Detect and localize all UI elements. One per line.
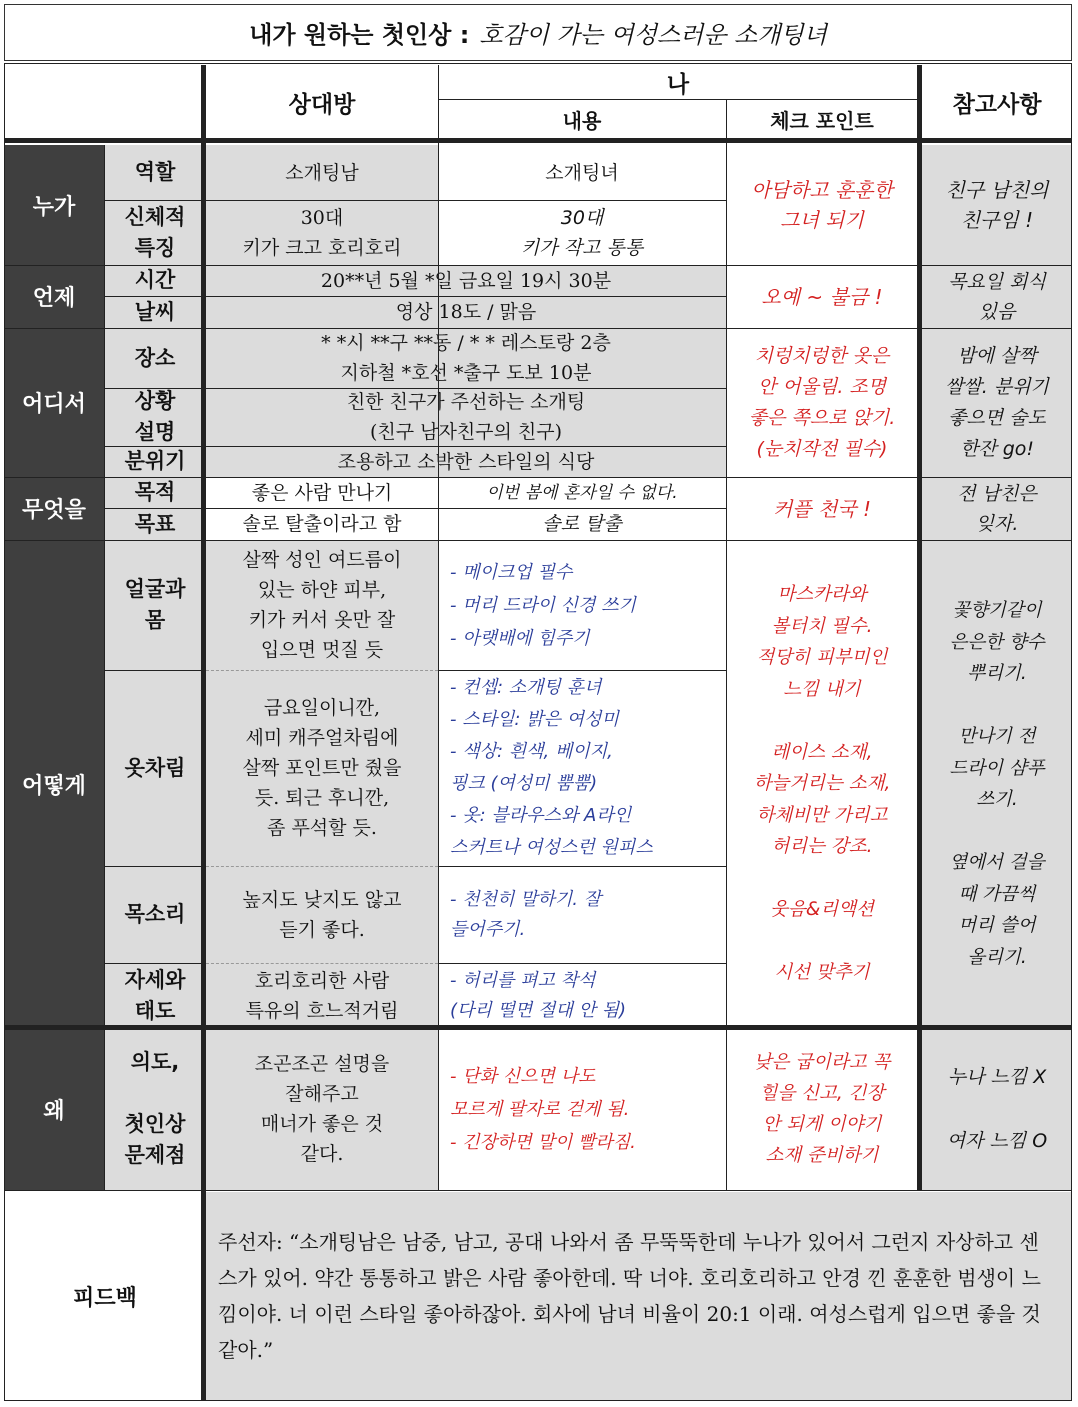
header-content: 내용 [562, 108, 602, 133]
line [104, 670, 206, 671]
cell-place: * *시 **구 **동 / * * 레스토랑 2층 지하철 *호선 *출구 도보 10분 [321, 332, 611, 384]
line [4, 1025, 1072, 1030]
label-posture: 자세와 태도 [124, 967, 186, 1023]
cell-goal-me: 솔로 탈출 [542, 513, 622, 535]
cell-where-note: 밤에 살짝 쌀쌀. 분위기 좋으면 술도 한잔 go! [945, 344, 1049, 460]
line [438, 99, 918, 100]
line [917, 65, 922, 1190]
section-how: 어떻게 [4, 540, 104, 1028]
cell-when-note: 목요일 회식 있음 [948, 270, 1046, 323]
label-outfit: 옷차림 [124, 755, 186, 780]
label-voice: 목소리 [124, 902, 186, 926]
cell-physical-me: 30대 키가 작고 통통 [520, 206, 644, 259]
cell-how-check: 마스카라와 볼터치 필수. 적당히 피부미인 느낌 내기 레이스 소재, 하늘거리는 소재, 하체비만 가리고 허리는 강조. 웃음&리액션 시선 맞추기 [753, 584, 891, 984]
cell-outfit-counterpart: 금요일이니깐, 세미 캐주얼차림에 살짝 포인트만 줬을 듯. 퇴근 후니깐, 좀 푸석할 듯. [242, 697, 402, 839]
line [4, 63, 1072, 64]
cell-what-check: 커플 천국 ! [772, 496, 871, 521]
cell-who-check: 아담하고 훈훈한 그녀 되기 [751, 178, 893, 232]
label-goal: 목표 [134, 511, 176, 536]
cell-physical-counterpart: 30대 키가 크고 호리호리 [242, 206, 402, 259]
page-title [4, 4, 1072, 61]
cell-why-me: - 단화 신으면 나도 모르게 팔자로 걷게 됨. - 긴장하면 말이 빨라짐. [450, 1065, 636, 1153]
line [104, 508, 726, 509]
cell-purpose-me: 이번 봄에 혼자일 수 없다. [486, 482, 678, 503]
cell-voice-me: - 천천히 말하기. 잘 들어주기. [450, 888, 602, 940]
section-what: 무엇을 [4, 477, 104, 540]
cell-face-counterpart: 살짝 성인 여드름이 있는 하얀 피부, 키가 커서 옷만 잘 입으면 멋질 듯 [242, 549, 402, 661]
label-time: 시간 [134, 268, 176, 292]
cell-how-note: 꽃향기같이 은은한 향수 뿌리기. 만나기 전 드라이 샴푸 쓰기. 옆에서 걸을 때 가끔씩 머리 쓸어 올리기. [949, 600, 1045, 968]
label-atmosphere: 분위기 [124, 449, 186, 473]
line [104, 200, 726, 201]
header-counterpart: 상대방 [288, 92, 356, 118]
line [104, 145, 105, 1190]
header-checkpoint: 체크 포인트 [770, 108, 874, 133]
label-physical: 신체적 특징 [124, 204, 186, 260]
header-me: 나 [666, 71, 690, 98]
cell-voice-counterpart: 높지도 낮지도 않고 듣기 좋다. [242, 888, 402, 941]
line [206, 963, 438, 964]
line [4, 265, 1072, 266]
cell-face-me: - 메이크업 필수 - 머리 드라이 신경 쓰기 - 아랫배에 힘주기 [450, 561, 636, 649]
cell-when-check: 오예 ~ 불금 ! [761, 284, 883, 309]
cell-why-check: 낮은 굽이라고 꼭 힐을 신고, 긴장 안 되게 이야기 소재 준비하기 [753, 1052, 891, 1166]
line [4, 63, 5, 1401]
cell-outfit-me: - 컨셉: 소개팅 훈녀 - 스타일: 밝은 여성미 - 색상: 흰색, 베이지, 핑크 (여성미 뿜뿜) - 옷: 블라우스와 A라인 스커트나 여성스런 원피스 [450, 677, 653, 858]
line [438, 866, 726, 867]
line [4, 328, 1072, 329]
label-place: 장소 [134, 345, 176, 370]
line [4, 138, 1072, 143]
line [206, 866, 438, 867]
label-weather: 날씨 [134, 299, 176, 324]
line [104, 866, 206, 867]
title-sub: 호감이 가는 여성스러운 소개팅녀 [479, 21, 827, 49]
line [206, 670, 438, 671]
line [438, 670, 726, 671]
section-why: 왜 [4, 1028, 104, 1190]
cell-posture-me: - 허리를 펴고 착석 (다리 떨면 절대 안 됨) [450, 969, 627, 1021]
cell-purpose-counterpart: 좋은 사람 만나기 [251, 481, 393, 504]
cell-weather: 영상 18도 / 맑음 [395, 301, 537, 323]
cell-what-note: 전 남친은 잊자. [957, 482, 1037, 535]
line [104, 446, 726, 447]
line [438, 65, 439, 1190]
cell-why-counterpart: 조곤조곤 설명을 잘해주고 매너가 좋은 것 같다. [254, 1053, 390, 1165]
line [438, 963, 726, 964]
label-intent: 의도, 첫인상 문제점 [124, 1050, 186, 1167]
cell-why-note: 누나 느낌 X 여자 느낌 O [946, 1066, 1048, 1152]
cell-atmosphere: 조용하고 소박한 스타일의 식당 [337, 450, 595, 473]
cell-role-counterpart: 소개팅남 [285, 161, 359, 184]
line [4, 1190, 1072, 1191]
line [104, 963, 206, 964]
cell-time: 20**년 5월 *일 금요일 19시 30분 [320, 269, 612, 292]
section-feedback: 피드백 [73, 1285, 137, 1311]
label-purpose: 목적 [134, 480, 176, 504]
cell-where-check: 치렁치렁한 옷은 안 어울림. 조명 좋은 쪽으로 앉기. (눈치작전 필수) [748, 344, 896, 460]
section-when: 언제 [4, 265, 104, 328]
label-face: 얼굴과 몸 [124, 577, 186, 632]
section-who: 누가 [4, 145, 104, 265]
cell-role-me: 소개팅녀 [545, 161, 619, 184]
line [1071, 63, 1072, 1401]
label-situation: 상황 설명 [134, 389, 176, 444]
cell-goal-counterpart: 솔로 탈출이라고 함 [242, 513, 402, 535]
feedback-text: 주선자: “소개팅남은 남중, 남고, 공대 나와서 좀 무뚝뚝한데 누나가 있어서 그런지 자상하고 센스가 있어. 약간 통통하고 밝은 사람 좋아한데. 딱 너야. 호리호리하고 안경 낀 훈훈한 범생이 느낌이야. 너 이런 스타일 좋아하잖아. 회사에 남녀 비율이 20:1 이래. 여성스럽게 입으면 좋을 것 같아.” [206, 1192, 1072, 1400]
line [4, 540, 1072, 541]
title-main: 내가 원하는 첫인상 : [249, 21, 470, 49]
line [104, 388, 726, 389]
section-where: 어디서 [4, 328, 104, 477]
line [4, 477, 1072, 478]
label-role: 역할 [134, 160, 176, 184]
header-notes: 참고사항 [952, 92, 1042, 118]
cell-situation: 친한 친구가 주선하는 소개팅 (친구 남자친구의 친구) [346, 391, 586, 443]
cell-who-note: 친구 남친의 친구임 ! [945, 178, 1049, 232]
line [104, 296, 726, 297]
cell-posture-counterpart: 호리호리한 사람 특유의 흐느적거림 [245, 969, 399, 1022]
line [4, 1400, 1072, 1401]
